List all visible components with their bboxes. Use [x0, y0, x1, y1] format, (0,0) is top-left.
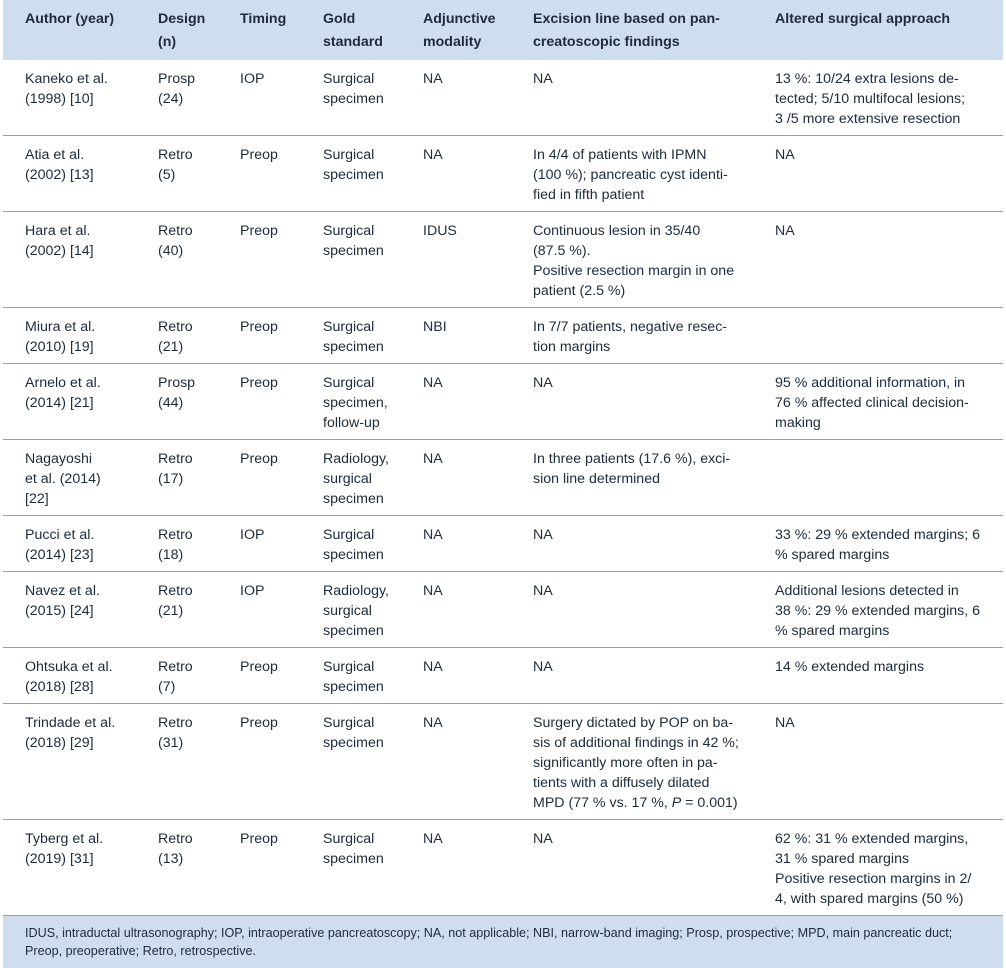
table-cell: Retro (5): [136, 136, 218, 212]
table-cell: Atia et al. (2002) [13]: [3, 136, 136, 212]
table-footnote: IDUS, intraductal ultrasonography; IOP, intraoperative pancreatoscopy; NA, not applicable; NBI, narrow-band imaging; Prosp, prospective; MPD, main pancreatic duct; Preop, preoperative; Retro, retrospective.: [3, 915, 1003, 968]
table-cell: Preop: [240, 831, 278, 847]
table-row: [3, 60, 1003, 136]
table-cell: [753, 308, 1003, 364]
column-header: Gold standard: [301, 0, 401, 60]
table-cell: Tyberg et al. (2019) [31]: [25, 831, 104, 867]
table-cell: NA: [533, 831, 553, 847]
table-cell: NA: [511, 648, 753, 704]
table-body: [3, 60, 1003, 915]
pancreatoscopy-table: [3, 0, 1003, 915]
table-cell: Miura et al. (2010) [19]: [3, 308, 136, 364]
table-row: [3, 516, 1003, 572]
table-cell: IOP: [218, 60, 301, 136]
table-cell: Retro (31): [136, 704, 218, 820]
table-cell: 14 % extended margins: [753, 648, 1003, 704]
table-cell: In three patients (17.6 %), exci- sion line determined: [511, 440, 753, 516]
table-cell: Retro (18): [136, 516, 218, 572]
table-cell: Radiology, surgical specimen: [301, 440, 401, 516]
table-cell: NA: [401, 704, 511, 820]
table-cell: IOP: [218, 516, 301, 572]
table-cell: Pucci et al. (2014) [23]: [3, 516, 136, 572]
column-header: Author (year): [3, 0, 136, 60]
table-cell: Additional lesions detected in 38 %: 29 % extended margins, 6 % spared margins: [753, 572, 1003, 648]
table-cell: NBI: [401, 308, 511, 364]
table-cell: Retro (13): [158, 831, 193, 867]
table-cell: Surgical specimen: [301, 308, 401, 364]
table-cell: Retro (17): [136, 440, 218, 516]
table-cell: NA: [511, 60, 753, 136]
table-cell: NA: [401, 516, 511, 572]
table-cell: 62 %: 31 % extended margins, 31 % spared margins Positive resection margins in 2/ 4, with spared margins (50 %): [775, 831, 972, 907]
table-cell: Preop: [218, 704, 301, 820]
table-cell: Preop: [218, 364, 301, 440]
table-cell: Preop: [218, 440, 301, 516]
table-cell: Surgical specimen: [301, 60, 401, 136]
table-cell: NA: [401, 136, 511, 212]
column-header: Excision line based on pan- creatoscopic findings: [511, 0, 753, 60]
table-cell: NA: [401, 648, 511, 704]
table-cell: NA: [753, 704, 1003, 820]
table-cell: Prosp (44): [136, 364, 218, 440]
table-cell: IOP: [218, 572, 301, 648]
table-cell: Retro (21): [136, 572, 218, 648]
table-cell: Surgical specimen: [301, 648, 401, 704]
column-header: Altered surgical approach: [753, 0, 1003, 60]
table-cell: Radiology, surgical specimen: [301, 572, 401, 648]
table-row: [3, 364, 1003, 440]
table-cell: Preop: [218, 648, 301, 704]
table-cell: Nagayoshi et al. (2014) [22]: [3, 440, 136, 516]
table-cell: Hara et al. (2002) [14]: [3, 212, 136, 308]
table-cell: NA: [511, 572, 753, 648]
table-cell: NA: [423, 831, 443, 847]
table-cell: Arnelo et al. (2014) [21]: [3, 364, 136, 440]
table-row: [3, 136, 1003, 212]
table-cell: NA: [401, 364, 511, 440]
table-cell: NA: [753, 136, 1003, 212]
table-cell: NA: [401, 440, 511, 516]
table-cell: Kaneko et al. (1998) [10]: [3, 60, 136, 136]
table-cell: Retro (40): [136, 212, 218, 308]
table-cell: Prosp (24): [136, 60, 218, 136]
table-container: [3, 0, 1003, 968]
table-cell: Trindade et al. (2018) [29]: [3, 704, 136, 820]
table-cell: Ohtsuka et al. (2018) [28]: [3, 648, 136, 704]
table-cell: In 7/7 patients, negative resec- tion margins: [511, 308, 753, 364]
table-cell: Navez et al. (2015) [24]: [3, 572, 136, 648]
table-cell: NA: [401, 572, 511, 648]
table-cell: 33 %: 29 % extended margins; 6 % spared margins: [753, 516, 1003, 572]
table-row: [3, 440, 1003, 516]
table-cell: IDUS: [401, 212, 511, 308]
table-cell: Retro (21): [136, 308, 218, 364]
table-cell: Preop: [218, 212, 301, 308]
table-row: [3, 820, 1003, 916]
table-cell: In 4/4 of patients with IPMN (100 %); pancreatic cyst identi- fied in fifth patient: [511, 136, 753, 212]
table-cell: Continuous lesion in 35/40 (87.5 %). Positive resection margin in one patient (2.5 %): [511, 212, 753, 308]
table-cell: Surgical specimen: [301, 136, 401, 212]
table-cell: Preop: [218, 308, 301, 364]
column-header: Timing: [218, 0, 301, 60]
table-cell: Surgical specimen: [301, 704, 401, 820]
table-cell: Surgical specimen: [301, 516, 401, 572]
table-row: [3, 704, 1003, 820]
table-cell: Surgical specimen: [301, 212, 401, 308]
table-cell: 13 %: 10/24 extra lesions de- tected; 5/10 multifocal lesions; 3 /5 more extensive resection: [753, 60, 1003, 136]
table-cell: Retro (7): [136, 648, 218, 704]
table-row: [3, 212, 1003, 308]
table-cell: Surgery dictated by POP on ba- sis of additional findings in 42 %; significantly more often in pa- tients with a diffusely dilated MPD (77 % vs. 17 %, P = 0.001): [511, 704, 753, 820]
table-cell: NA: [511, 364, 753, 440]
table-cell: 95 % additional information, in 76 % affected clinical decision- making: [753, 364, 1003, 440]
table-row: [3, 648, 1003, 704]
table-cell: Surgical specimen, follow-up: [301, 364, 401, 440]
table-cell: NA: [401, 60, 511, 136]
header-row: [3, 0, 1003, 60]
table-cell: Surgical specimen: [323, 831, 384, 867]
column-header: Adjunctive modality: [401, 0, 511, 60]
table-cell: NA: [753, 212, 1003, 308]
column-header: Design (n): [136, 0, 218, 60]
table-cell: NA: [511, 516, 753, 572]
table-cell: [753, 440, 1003, 516]
table-row: [3, 308, 1003, 364]
table-cell: Preop: [218, 136, 301, 212]
table-row: [3, 572, 1003, 648]
